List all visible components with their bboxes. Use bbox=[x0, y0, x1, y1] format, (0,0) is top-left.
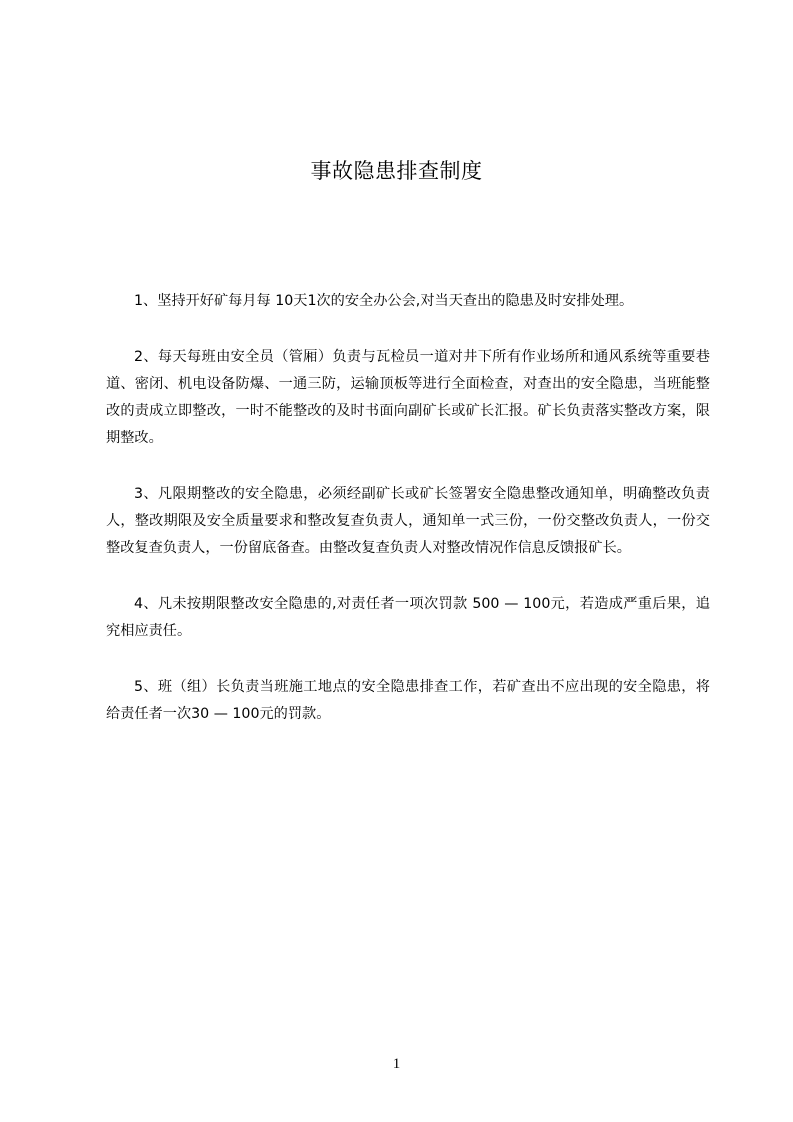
paragraph-1: 1、坚持开好矿每月每 10天1次的安全办公会,对当天查出的隐患及时安排处理。 bbox=[134, 293, 634, 309]
document-body bbox=[106, 288, 710, 757]
paragraph-5: 5、班（组）长负责当班施工地点的安全隐患排查工作，若矿查出不应出现的安全隐患，将给责任者一次30 — 100元的罚款。 bbox=[106, 679, 710, 722]
paragraph-4: 4、凡未按期限整改安全隐患的,对责任者一项次罚款 500 — 100元，若造成严重后果，追究相应责任。 bbox=[106, 596, 710, 639]
paragraph-2: 2、每天每班由安全员（管厢）负责与瓦检员一道对井下所有作业场所和通风系统等重要巷道、密闭、机电设备防爆、一通三防，运输顶板等进行全面检查，对查出的安全隐患，当班能整改的责成立即整改，一时不能整改的及时书面向副矿长或矿长汇报。矿长负责落实整改方案，限期整改。 bbox=[106, 349, 710, 446]
page-title: 事故隐患排查制度 bbox=[310, 159, 483, 184]
page-number: 1 bbox=[392, 1056, 401, 1072]
paragraph-3: 3、凡限期整改的安全隐患，必须经副矿长或矿长签署安全隐患整改通知单，明确整改负责人，整改期限及安全质量要求和整改复查负责人，通知单一式三份，一份交整改负责人，一份交整改复查负责人，一份留底备查。由整改复查负责人对整改情况作信息反馈报矿长。 bbox=[106, 486, 710, 556]
